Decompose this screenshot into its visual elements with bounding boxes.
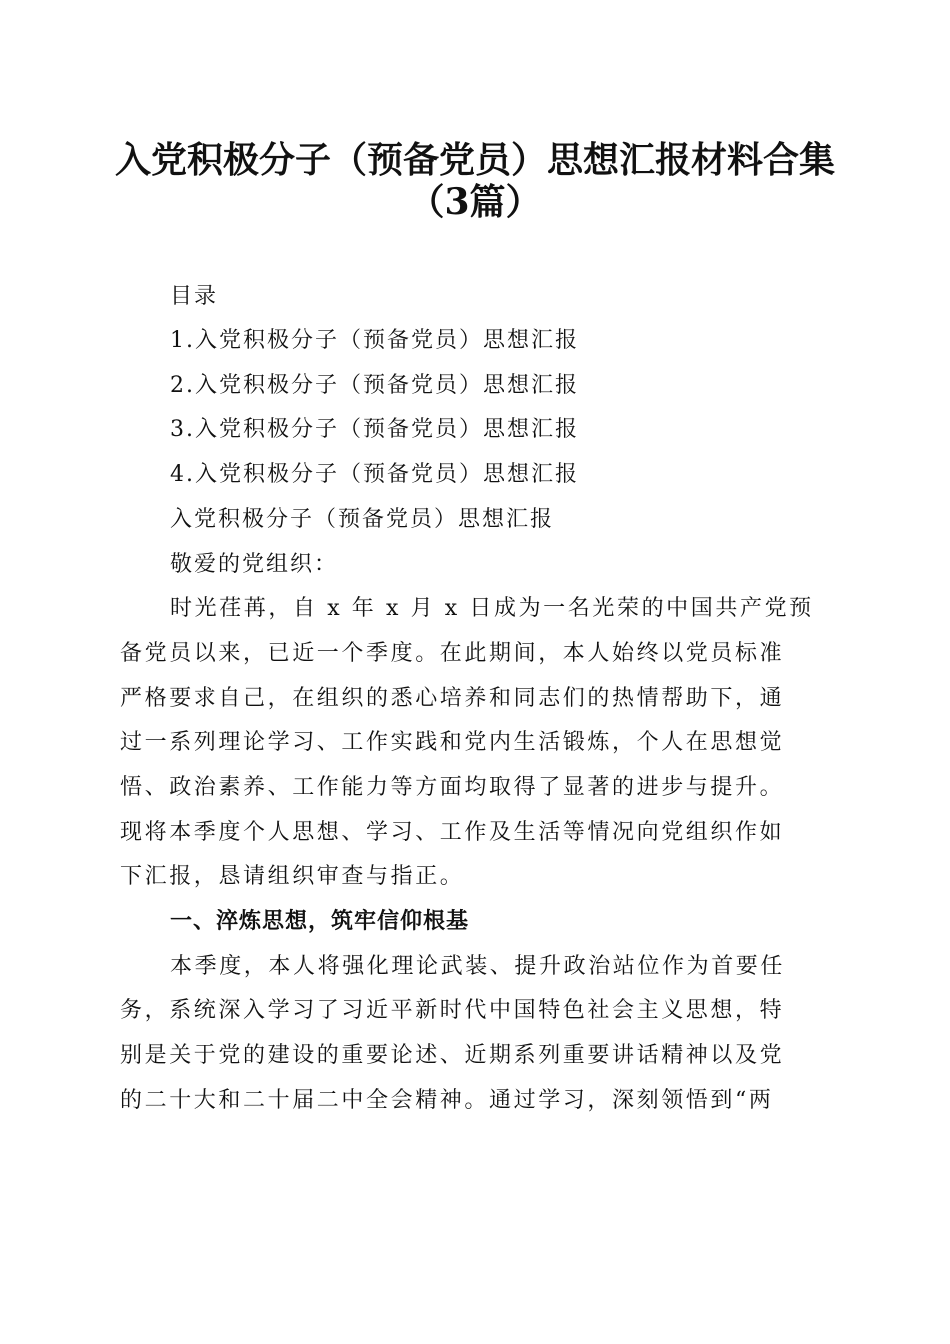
paragraph-2-line: 本季度，本人将强化理论武装、提升政治站位作为首要任 (170, 954, 786, 979)
paragraph-2-line: 别是关于党的建设的重要论述、近期系列重要讲话精神以及党 (120, 1043, 785, 1068)
toc-item-4: 4.入党积极分子（预备党员）思想汇报 (170, 462, 579, 487)
paragraph-1-line: 下汇报，恳请组织审查与指正。 (120, 864, 465, 889)
section-1-heading: 一、淬炼思想，筑牢信仰根基 (170, 909, 470, 934)
paragraph-1-line: 现将本季度个人思想、学习、工作及生活等情况向党组织作如 (120, 820, 785, 845)
paragraph-2-line: 务，系统深入学习了习近平新时代中国特色社会主义思想，特 (120, 998, 785, 1023)
toc-item-2: 2.入党积极分子（预备党员）思想汇报 (170, 373, 579, 398)
toc-item-1: 1.入党积极分子（预备党员）思想汇报 (170, 328, 579, 353)
article-title: 入党积极分子（预备党员）思想汇报 (170, 507, 555, 532)
paragraph-1-line: 严格要求自己，在组织的悉心培养和同志们的热情帮助下，通 (120, 686, 785, 711)
paragraph-1-line: 时光荏苒，自 x 年 x 月 x 日成为一名光荣的中国共产党预 (170, 596, 814, 621)
paragraph-1-line: 悟、政治素养、工作能力等方面均取得了显著的进步与提升。 (120, 775, 785, 800)
paragraph-1-line: 备党员以来，已近一个季度。在此期间，本人始终以党员标准 (120, 641, 785, 666)
paragraph-1-line: 过一系列理论学习、工作实践和党内生活锻炼，个人在思想觉 (120, 730, 785, 755)
document-title-line-2: （3篇） (408, 181, 542, 223)
toc-label: 目录 (170, 284, 219, 309)
toc-item-3: 3.入党积极分子（预备党员）思想汇报 (170, 417, 579, 442)
document-title-line-1: 入党积极分子（预备党员）思想汇报材料合集 (114, 139, 835, 181)
paragraph-2-line: 的二十大和二十届二中全会精神。通过学习，深刻领悟到“两 (120, 1088, 774, 1113)
salutation: 敬爱的党组织： (170, 552, 339, 577)
